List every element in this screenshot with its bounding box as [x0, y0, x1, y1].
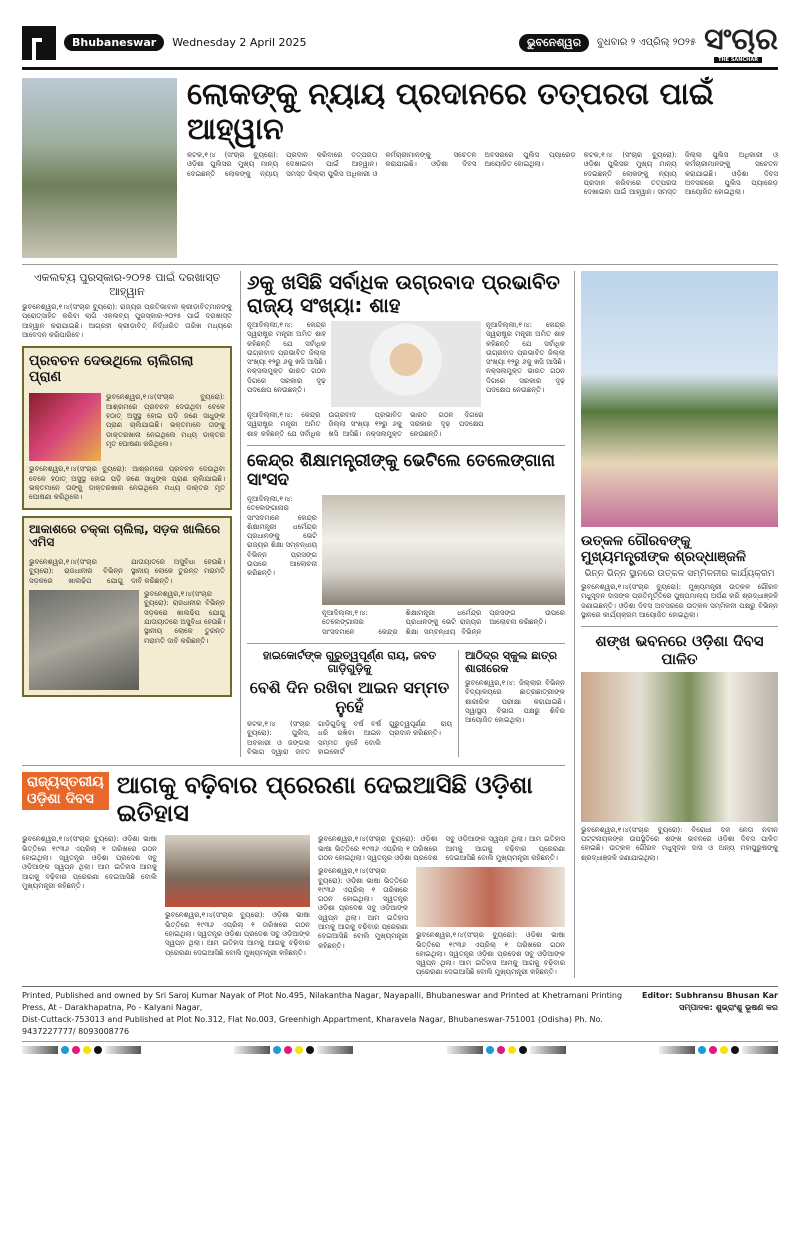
ceremony-photo-1	[165, 835, 310, 907]
masthead	[22, 22, 778, 70]
shankha-article	[581, 626, 778, 863]
pravachan-headline: ପ୍ରବଚନ ଦେଉଥିଲେ ଚାଲିଗଲା ପ୍ରାଣ	[29, 353, 194, 386]
statue-tribute-photo	[581, 271, 778, 527]
rajya-headline: ଆଗକୁ ବଢ଼ିବାର ପ୍ରେରଣା ଦେଇଆସିଛି ଓଡ଼ିଶା ଇତିହାସ	[116, 771, 533, 827]
highcourt-headline-2: ବେଶି ଦିନ ରଖିବା ଆଇନ ସମ୍ମତ ନୁହେଁ	[249, 678, 450, 716]
top-story-body-cont: କଟକ,୧।୪ (ସଂଚାର ବ୍ୟୁରୋ): ଓଡ଼ିଶା ପୁଲିସର ମୁଖ୍ୟ ମାନ୍ୟ ଦେଇଛନ୍ତି ଲୋକଙ୍କୁ ନ୍ୟାୟ ପ୍ରଦାନ କରିବାରେ ତତ୍ପରତା ଦେଖାଇବା ପାଇଁ ଆହ୍ୱାନ। ସମସ୍ତ ଜିଲ୍ଲା ପୁଲିସ ଅଧିକାରୀ ଓ କର୍ମଚାରୀମାନଙ୍କୁ ସଚେତନ କରାଯାଇଛି। ଓଡ଼ିଶା ଦିବସ ଅବସରରେ ପୁଲିସ ପ୍ୟାରେଡ଼ ଆୟୋଜିତ ହୋଇଥିଲା।	[583, 151, 778, 197]
utkal-headline: ଉତ୍କଳ ଗୌରବଙ୍କୁ ମୁଖ୍ୟମନ୍ତ୍ରୀଙ୍କ ଶ୍ରଦ୍ଧାଞ୍ଜଳି	[581, 533, 746, 566]
left-area	[22, 271, 565, 978]
pravachan-box	[22, 346, 232, 509]
top-story	[22, 78, 778, 258]
utkal-body: ଭୁବନେଶ୍ୱର,୧।୪(ସଂଚାର ବ୍ୟୁରୋ): ମୁଖ୍ୟମନ୍ତ୍ରୀ ଉତ୍କଳ ଗୌରବ ମଧୁସୂଦନ ଦାସଙ୍କ ପ୍ରତିମୂର୍ତ୍ତିରେ ପୁଷ୍ପମାଲ୍ୟ ଅର୍ପଣ କରି ଶ୍ରଦ୍ଧାଞ୍ଜଳି ଜଣାଇଛନ୍ତି। ଓଡ଼ିଶା ଦିବସ ଅବସରରେ ଉତ୍କଳ ସମ୍ମିଳନୀ ପକ୍ଷରୁ ବିଭିନ୍ନ ସ୍ଥାନରେ କାର୍ଯ୍ୟକ୍ରମ ଆୟୋଜିତ ହୋଇଥିଲା।	[581, 583, 778, 620]
color-registration-bar	[234, 1046, 353, 1054]
shah-body-a: ନୂଆଦିଲ୍ଲୀ,୧।୪: କେନ୍ଦ୍ର ସ୍ୱରାଷ୍ଟ୍ର ମନ୍ତ୍ରୀ ଅମିତ ଶାହ କହିଛନ୍ତି ଯେ ସର୍ବାଧିକ ଉଗ୍ରବାଦ ପ୍ରଭାବିତ ଜିଲ୍ଲା ସଂଖ୍ୟା ୧୨ରୁ ୬କୁ ଖସି ଆସିଛି। ନକ୍ସଲମୁକ୍ତ ଭାରତ ଗଠନ ଦିଗରେ ସରକାର ଦୃଢ଼ ପଦକ୍ଷେପ ନେଉଛନ୍ତି।	[247, 321, 326, 395]
highcourt-body: କଟକ,୧।୪ (ସଂଚାର ବ୍ୟୁରୋ): ପୁଲିସ, ଅବକାରୀ ଓ ଜଙ୍ଗଲ ବିଭାଗ ଦ୍ୱାରା ଜବତ ଗାଡ଼ିଗୁଡ଼ିକୁ ବର୍ଷ ବର୍ଷ ଧରି ରଖିବା ଆଇନ ସମ୍ମତ ନୁହେଁ ବୋଲି ହାଇକୋର୍ଟ ଗୁରୁତ୍ୱପୂର୍ଣ୍ଣ ରାୟ ପ୍ରଦାନ କରିଛନ୍ତି।	[247, 719, 452, 756]
color-registration-bar	[22, 1046, 141, 1054]
akash-headline: ଆକାଶରେ ଚକ୍କା ଚାଲିଲା, ସଡ଼କ ଖାଲିରେ ଏମିସ	[29, 521, 221, 550]
edition-city-odia: ଭୁବନେଶ୍ୱର	[519, 34, 589, 52]
school-article	[458, 650, 565, 757]
akash-body-a: ଭୁବନେଶ୍ୱର,୧।୪(ସଂଚାର ବ୍ୟୁରୋ): ରାଜଧାନୀର ବିଭିନ୍ନ ସଡ଼କରେ ଖାଲଢିପ ଯୋଗୁ ଯାତାୟାତରେ ଅସୁବିଧା ହେଉଛି। ସ୍ଥାନୀୟ ଲୋକେ ତୁରନ୍ତ ମରାମତି ଦାବି କରିଛନ୍ତି।	[29, 558, 225, 585]
main-area	[22, 264, 778, 978]
school-headline: ଆଠିଦ୍ର ସ୍କୁଲ ଛାତ୍ର ଶାରୀରେକ	[465, 648, 558, 675]
rajyastariya-tag: ରାଜ୍ୟସ୍ତରୀୟ ଓଡ଼ିଶା ଦିବସ	[22, 772, 109, 810]
editor-credit: Editor: Subhransu Bhusan Kar ସମ୍ପାଦକ: ଶୁଭ୍ରାଂଶୁ ଭୂଷଣ କର	[641, 990, 778, 1012]
color-registration-bar	[447, 1046, 566, 1054]
shah-body-c: ନୂଆଦିଲ୍ଲୀ,୧।୪: କେନ୍ଦ୍ର ସ୍ୱରାଷ୍ଟ୍ର ମନ୍ତ୍ରୀ ଅମିତ ଶାହ କହିଛନ୍ତି ଯେ ସର୍ବାଧିକ ଉଗ୍ରବାଦ ପ୍ରଭାବିତ ଜିଲ୍ଲା ସଂଖ୍ୟା ୧୨ରୁ ୬କୁ ଖସି ଆସିଛି। ନକ୍ସଲମୁକ୍ତ ଭାରତ ଗଠନ ଦିଗରେ ସରକାର ଦୃଢ଼ ପଦକ୍ଷେପ ନେଉଛନ୍ତି।	[247, 411, 484, 438]
eklavya-article	[22, 271, 232, 340]
akash-box	[22, 516, 232, 697]
police-parade-photo	[22, 78, 177, 258]
shah-headline: ୬କୁ ଖସିଛି ସର୍ବାଧିକ ଉଗ୍ରବାଦ ପ୍ରଭାବିତ ରାଜ୍ୟ ସଂଖ୍ୟା: ଶାହ	[247, 270, 560, 317]
highcourt-headline-block	[247, 650, 452, 716]
school-body: ଭୁବନେଶ୍ୱର,୧।୪: ଜିଲ୍ଲାର ବିଭିନ୍ନ ବିଦ୍ୟାଳୟରେ ଛାତ୍ରଛାତ୍ରୀଙ୍କ ଶାରୀରିକ ପରୀକ୍ଷା କରାଯାଇଛି। ସ୍ୱାସ୍ଥ୍ୟ ବିଭାଗ ପକ୍ଷରୁ ଶିବିର ଆୟୋଜିତ ହୋଇଥିଲା।	[465, 679, 565, 725]
rajya-body-a: ଭୁବନେଶ୍ୱର,୧।୪(ସଂଚାର ବ୍ୟୁରୋ): ଓଡ଼ିଶା ଭାଷା ଭିତ୍ତିରେ ୧୯୩୬ ଏପ୍ରିଲ୍ ୧ ତାରିଖରେ ଗଠନ ହୋଇଥିଲା। ସ୍ୱତନ୍ତ୍ର ଓଡ଼ିଶା ପ୍ରଦେଶ ସବୁ ଓଡ଼ିଆଙ୍କ ସ୍ୱପ୍ନ ଥିଲା। ଆମ ଇତିହାସ ଆମକୁ ଆଗକୁ ବଢ଼ିବାର ପ୍ରେରଣା ଦେଇଆସିଛି ବୋଲି ମୁଖ୍ୟମନ୍ତ୍ରୀ କହିଛନ୍ତି।	[22, 835, 157, 890]
shankha-headline: ଶଙ୍ଖ ଭବନରେ ଓଡ଼ିଶା ଦିବସ ପାଳିତ	[595, 632, 764, 668]
edition-city: Bhubaneswar	[64, 34, 164, 51]
kendra-article	[247, 445, 565, 637]
edition-date-odia: ବୁଧବାର ୨ ଏପ୍ରିଲ୍ ୨୦୨୫	[597, 37, 697, 48]
eklavya-body: ଭୁବନେଶ୍ୱର,୧।୪(ସଂଚାର ବ୍ୟୁରୋ): ରାଜ୍ୟର ପ୍ରତିଭାବାନ କ୍ରୀଡ଼ାବିତ୍ମାନଙ୍କୁ ପ୍ରୋତ୍ସାହିତ କରିବା ଲାଗି ଏକଲବ୍ୟ ପୁରସ୍କାର-୨୦୨୫ ପାଇଁ ଦରଖାସ୍ତ ଆହ୍ୱାନ କରାଯାଇଛି। ଆଗ୍ରହୀ କ୍ରୀଡ଼ାବିତ୍ ନିର୍ଦ୍ଧାରିତ ତାରିଖ ମଧ୍ୟରେ ଆବେଦନ କରିପାରିବେ।	[22, 303, 232, 339]
kendra-body-b: ନୂଆଦିଲ୍ଲୀ,୧।୪: ତେଲେଙ୍ଗାନାର ସାଂସଦମାନେ କେନ୍ଦ୍ର ଶିକ୍ଷାମନ୍ତ୍ରୀ ଧର୍ମେନ୍ଦ୍ର ପ୍ରଧାନଙ୍କୁ ଭେଟି ରାଜ୍ୟର ଶିକ୍ଷା ସମ୍ବନ୍ଧୀୟ ବିଭିନ୍ନ ପ୍ରସଙ୍ଗ ଉପରେ ଆଲୋଚନା କରିଛନ୍ତି।	[322, 608, 565, 636]
road-pothole-photo	[29, 590, 139, 690]
edition-date: Wednesday 2 April 2025	[172, 36, 307, 49]
highcourt-article	[247, 650, 452, 757]
amit-shah-photo	[331, 321, 481, 407]
rajya-article	[22, 765, 565, 978]
footer	[22, 986, 778, 1038]
right-column	[574, 271, 778, 978]
top-story-body: କଟକ,୧।୪ (ସଂଚାର ବ୍ୟୁରୋ): ଓଡ଼ିଶା ପୁଲିସର ମୁଖ୍ୟ ମାନ୍ୟ ଦେଇଛନ୍ତି ଲୋକଙ୍କୁ ନ୍ୟାୟ ପ୍ରଦାନ କରିବାରେ ତତ୍ପରତା ଦେଖାଇବା ପାଇଁ ଆହ୍ୱାନ। ସମସ୍ତ ଜିଲ୍ଲା ପୁଲିସ ଅଧିକାରୀ ଓ କର୍ମଚାରୀମାନଙ୍କୁ ସଚେତନ କରାଯାଇଛି। ଓଡ଼ିଶା ଦିବସ ଅବସରରେ ପୁଲିସ ପ୍ୟାରେଡ଼ ଆୟୋଜିତ ହୋଇଥିଲା।	[187, 151, 576, 178]
akash-body-b: ଭୁବନେଶ୍ୱର,୧।୪(ସଂଚାର ବ୍ୟୁରୋ): ରାଜଧାନୀର ବିଭିନ୍ନ ସଡ଼କରେ ଖାଲଢିପ ଯୋଗୁ ଯାତାୟାତରେ ଅସୁବିଧା ହେଉଛି। ସ୍ଥାନୀୟ ଲୋକେ ତୁରନ୍ତ ମରାମତି ଦାବି କରିଛନ୍ତି।	[144, 590, 225, 645]
page-corner-mark	[22, 26, 56, 60]
highcourt-headline: ହାଇକୋର୍ଟଙ୍କ ଗୁରୁତ୍ୱପୂର୍ଣ୍ଣ ରାୟ, ଜବତ ଗାଡ଼ିଗୁଡ଼ିକୁ	[262, 648, 437, 675]
preacher-photo	[29, 393, 101, 461]
mps-meeting-photo	[322, 495, 565, 605]
shah-body-b: ନୂଆଦିଲ୍ଲୀ,୧।୪: କେନ୍ଦ୍ର ସ୍ୱରାଷ୍ଟ୍ର ମନ୍ତ୍ରୀ ଅମିତ ଶାହ କହିଛନ୍ତି ଯେ ସର୍ବାଧିକ ଉଗ୍ରବାଦ ପ୍ରଭାବିତ ଜିଲ୍ଲା ସଂଖ୍ୟା ୧୨ରୁ ୬କୁ ଖସି ଆସିଛି। ନକ୍ସଲମୁକ୍ତ ଭାରତ ଗଠନ ଦିଗରେ ସରକାର ଦୃଢ଼ ପଦକ୍ଷେପ ନେଉଛନ୍ତି।	[486, 321, 565, 395]
pravachan-body-b: ଭୁବନେଶ୍ୱର,୧।୪(ସଂଚାର ବ୍ୟୁରୋ): ଆଶ୍ରମରେ ପ୍ରବଚନ ଦେଉଥିବା ବେଳେ ହଠାତ୍ ଅସୁସ୍ଥ ହୋଇ ପଡ଼ି ଜଣେ ସାଧୁଙ୍କ ପ୍ରାଣ ଚାଲିଯାଇଛି। ଭକ୍ତମାନେ ତାଙ୍କୁ ଡାକ୍ତରଖାନା ନେଇଥିଲେ ମଧ୍ୟ ଡାକ୍ତର ମୃତ ଘୋଷଣା କରିଥିଲେ।	[29, 465, 225, 502]
utkal-subheadline: ଭିନ୍ନ ଭିନ୍ନ ସ୍ଥାନରେ ଉତ୍କଳ ସମ୍ମିଳନୀର କାର୍ଯ୍ୟକ୍ରମ	[584, 569, 775, 580]
naveen-patnaik-photo	[581, 672, 778, 822]
top-headline: ଲୋକଙ୍କୁ ନ୍ୟାୟ ପ୍ରଦାନରେ ତତ୍ପରତା ପାଇଁ ଆହ୍ୱାନ	[187, 77, 714, 147]
rajya-body-b: ଭୁବନେଶ୍ୱର,୧।୪(ସଂଚାର ବ୍ୟୁରୋ): ଓଡ଼ିଶା ଭାଷା ଭିତ୍ତିରେ ୧୯୩୬ ଏପ୍ରିଲ୍ ୧ ତାରିଖରେ ଗଠନ ହୋଇଥିଲା। ସ୍ୱତନ୍ତ୍ର ଓଡ଼ିଶା ପ୍ରଦେଶ ସବୁ ଓଡ଼ିଆଙ୍କ ସ୍ୱପ୍ନ ଥିଲା। ଆମ ଇତିହାସ ଆମକୁ ଆଗକୁ ବଢ଼ିବାର ପ୍ରେରଣା ଦେଇଆସିଛି ବୋଲି ମୁଖ୍ୟମନ୍ତ୍ରୀ କହିଛନ୍ତି।	[165, 911, 310, 957]
imprint: Printed, Published and owned by Sri Saroj Kumar Nayak of Plot No.495, Nilakantha Nagar, Nayapalli, Bhubaneswar and Printed at Khetramani Printing Press, At - Darakhapatna, Po - Kalyani Nagar, Dist-Cuttack-753013 and Published at Plot No.312, Flat No.003, Greenhigh Appartment, Kharavela Nagar, Bhubaneswar-751001 (Odisha) Ph. No. 9437227777/ 8093008776	[22, 990, 623, 1036]
color-registration-bar	[659, 1046, 778, 1054]
rajya-body-c: ଭୁବନେଶ୍ୱର,୧।୪(ସଂଚାର ବ୍ୟୁରୋ): ଓଡ଼ିଶା ଭାଷା ଭିତ୍ତିରେ ୧୯୩୬ ଏପ୍ରିଲ୍ ୧ ତାରିଖରେ ଗଠନ ହୋଇଥିଲା। ସ୍ୱତନ୍ତ୍ର ଓଡ଼ିଶା ପ୍ରଦେଶ ସବୁ ଓଡ଼ିଆଙ୍କ ସ୍ୱପ୍ନ ଥିଲା। ଆମ ଇତିହାସ ଆମକୁ ଆଗକୁ ବଢ଼ିବାର ପ୍ରେରଣା ଦେଇଆସିଛି ବୋଲି ମୁଖ୍ୟମନ୍ତ୍ରୀ କହିଛନ୍ତି।	[318, 835, 565, 862]
rajya-body-e: ଭୁବନେଶ୍ୱର,୧।୪(ସଂଚାର ବ୍ୟୁରୋ): ଓଡ଼ିଶା ଭାଷା ଭିତ୍ତିରେ ୧୯୩୬ ଏପ୍ରିଲ୍ ୧ ତାରିଖରେ ଗଠନ ହୋଇଥିଲା। ସ୍ୱତନ୍ତ୍ର ଓଡ଼ିଶା ପ୍ରଦେଶ ସବୁ ଓଡ଼ିଆଙ୍କ ସ୍ୱପ୍ନ ଥିଲା। ଆମ ଇତିହାସ ଆମକୁ ଆଗକୁ ବଢ଼ିବାର ପ୍ରେରଣା ଦେଇଆସିଛି ବୋଲି ମୁଖ୍ୟମନ୍ତ୍ରୀ କହିଛନ୍ତି।	[416, 931, 565, 977]
kendra-body-a: ନୂଆଦିଲ୍ଲୀ,୧।୪: ତେଲେଙ୍ଗାନାର ସାଂସଦମାନେ କେନ୍ଦ୍ର ଶିକ୍ଷାମନ୍ତ୍ରୀ ଧର୍ମେନ୍ଦ୍ର ପ୍ରଧାନଙ୍କୁ ଭେଟି ରାଜ୍ୟର ଶିକ୍ଷା ସମ୍ବନ୍ଧୀୟ ବିଭିନ୍ନ ପ୍ରସଙ୍ଗ ଉପରେ ଆଲୋଚନା କରିଛନ୍ତି।	[247, 494, 317, 578]
newspaper-logo: ସଂଚାର THE SANCHAR	[704, 22, 778, 63]
eklavya-headline: ଏକଲବ୍ୟ ପୁରସ୍କାର-୨୦୨୫ ପାଇଁ ଦରଖାସ୍ତ ଆହ୍ୱାନ	[33, 271, 221, 298]
rajya-body-d: ଭୁବନେଶ୍ୱର,୧।୪(ସଂଚାର ବ୍ୟୁରୋ): ଓଡ଼ିଶା ଭାଷା ଭିତ୍ତିରେ ୧୯୩୬ ଏପ୍ରିଲ୍ ୧ ତାରିଖରେ ଗଠନ ହୋଇଥିଲା। ସ୍ୱତନ୍ତ୍ର ଓଡ଼ିଶା ପ୍ରଦେଶ ସବୁ ଓଡ଼ିଆଙ୍କ ସ୍ୱପ୍ନ ଥିଲା। ଆମ ଇତିହାସ ଆମକୁ ଆଗକୁ ବଢ଼ିବାର ପ୍ରେରଣା ଦେଇଆସିଛି ବୋଲି ମୁଖ୍ୟମନ୍ତ୍ରୀ କହିଛନ୍ତି।	[318, 867, 408, 950]
pravachan-body-a: ଭୁବନେଶ୍ୱର,୧।୪(ସଂଚାର ବ୍ୟୁରୋ): ଆଶ୍ରମରେ ପ୍ରବଚନ ଦେଉଥିବା ବେଳେ ହଠାତ୍ ଅସୁସ୍ଥ ହୋଇ ପଡ଼ି ଜଣେ ସାଧୁଙ୍କ ପ୍ରାଣ ଚାଲିଯାଇଛି। ଭକ୍ତମାନେ ତାଙ୍କୁ ଡାକ୍ତରଖାନା ନେଇଥିଲେ ମଧ୍ୟ ଡାକ୍ତର ମୃତ ଘୋଷଣା କରିଥିଲେ।	[106, 393, 225, 448]
shah-article	[247, 271, 565, 439]
ceremony-photo-2	[416, 867, 565, 927]
kendra-headline: କେନ୍ଦ୍ର ଶିକ୍ଷାମନ୍ତ୍ରୀଙ୍କୁ ଭେଟିଲେ ତେଲେଙ୍ଗାନା ସାଂସଦ	[247, 450, 556, 491]
utkal-article	[581, 533, 778, 620]
shankha-body: ଭୁବନେଶ୍ୱର,୧।୪(ସଂଚାର ବ୍ୟୁରୋ): ବିରୋଧୀ ଦଳ ନେତା ନବୀନ ପଟ୍ଟନାୟକଙ୍କ ଉପସ୍ଥିତିରେ ଶଙ୍ଖ ଭବନରେ ଓଡ଼ିଶା ଦିବସ ପାଳିତ ହୋଇଛି। ଉତ୍କଳ ଗୌରବ ମଧୁସୂଦନ ଦାସ ଓ ଅନ୍ୟ ମହାପୁରୁଷଙ୍କୁ ଶ୍ରଦ୍ଧାଞ୍ଜଳି ଜଣାଯାଇଥିଲା।	[581, 825, 778, 862]
registration-marks	[22, 1041, 778, 1054]
